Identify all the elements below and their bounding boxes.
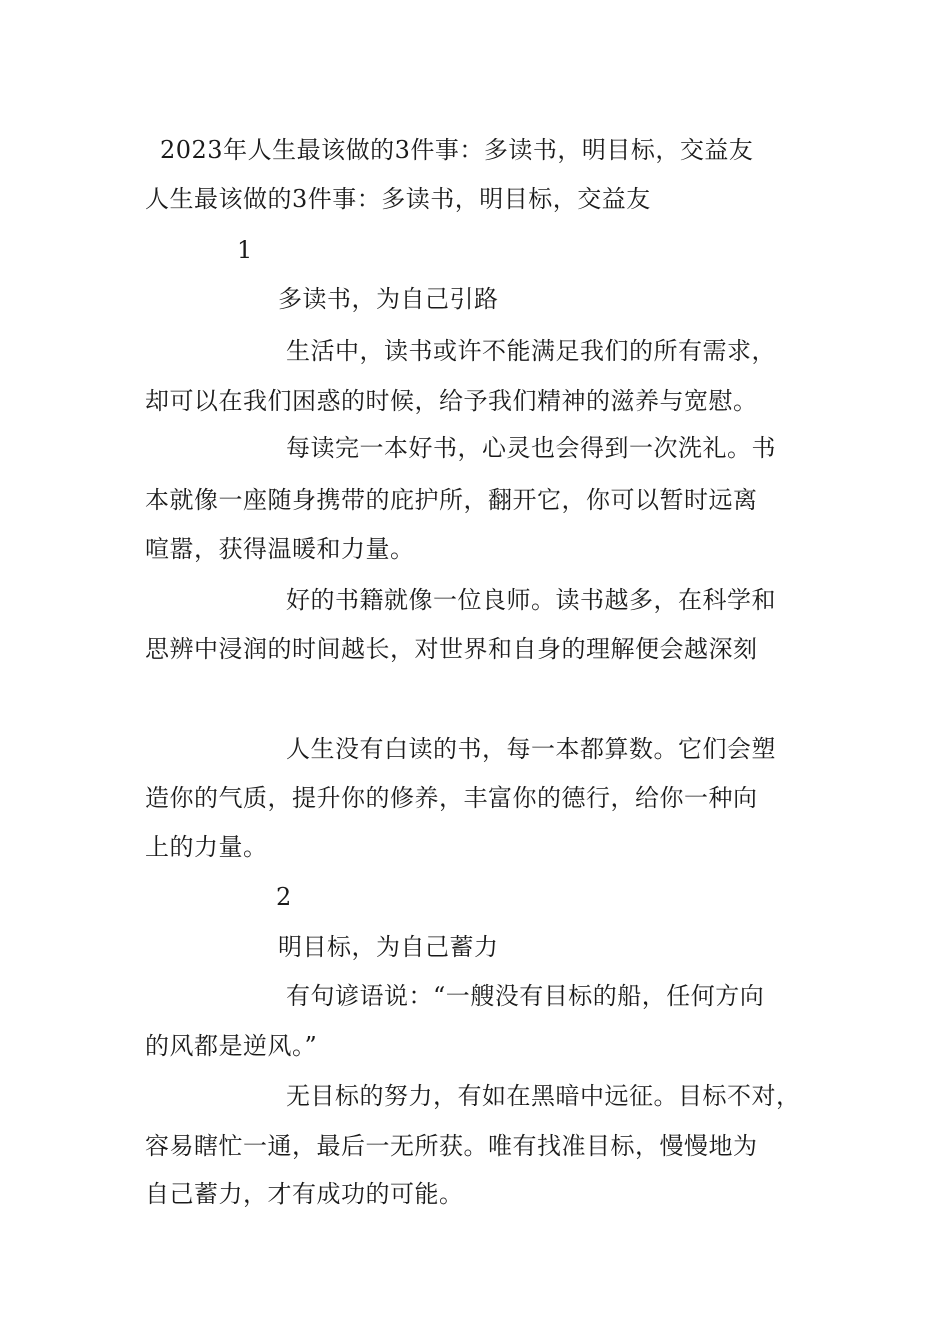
paragraph-line: 每读完一本好书，心灵也会得到一次洗礼。书	[286, 434, 776, 462]
section-number-2: 2	[276, 883, 292, 911]
paragraph-line: 却可以在我们困惑的时候，给予我们精神的滋养与宽慰。	[145, 387, 758, 415]
paragraph-line: 造你的气质，提升你的修养，丰富你的德行，给你一种向	[145, 784, 758, 812]
paragraph-line: 本就像一座随身携带的庇护所，翻开它，你可以暂时远离	[145, 486, 758, 514]
paragraph-line: 自己蓄力，才有成功的可能。	[145, 1180, 464, 1208]
paragraph-line: 喧嚣，获得温暖和力量。	[145, 535, 415, 563]
paragraph-line: 无目标的努力，有如在黑暗中远征。目标不对，	[286, 1082, 801, 1110]
document-subtitle: 人生最该做的3件事：多读书，明目标，交益友	[145, 185, 651, 213]
paragraph-line: 好的书籍就像一位良师。读书越多，在科学和	[286, 586, 776, 614]
section-heading-1: 多读书，为自己引路	[278, 285, 499, 313]
section-number-1: 1	[237, 236, 253, 264]
section-heading-2: 明目标，为自己蓄力	[278, 933, 499, 961]
document-title: 2023年人生最该做的3件事：多读书，明目标，交益友	[160, 136, 754, 164]
paragraph-line: 的风都是逆风。”	[145, 1032, 318, 1060]
paragraph-line: 有句谚语说：“一艘没有目标的船，任何方向	[286, 982, 765, 1010]
paragraph-line: 人生没有白读的书，每一本都算数。它们会塑	[286, 735, 776, 763]
paragraph-line: 容易瞎忙一通，最后一无所获。唯有找准目标，慢慢地为	[145, 1132, 758, 1160]
paragraph-line: 思辨中浸润的时间越长，对世界和自身的理解便会越深刻	[145, 635, 758, 663]
paragraph-line: 生活中，读书或许不能满足我们的所有需求，	[286, 337, 776, 365]
paragraph-line: 上的力量。	[145, 833, 268, 861]
